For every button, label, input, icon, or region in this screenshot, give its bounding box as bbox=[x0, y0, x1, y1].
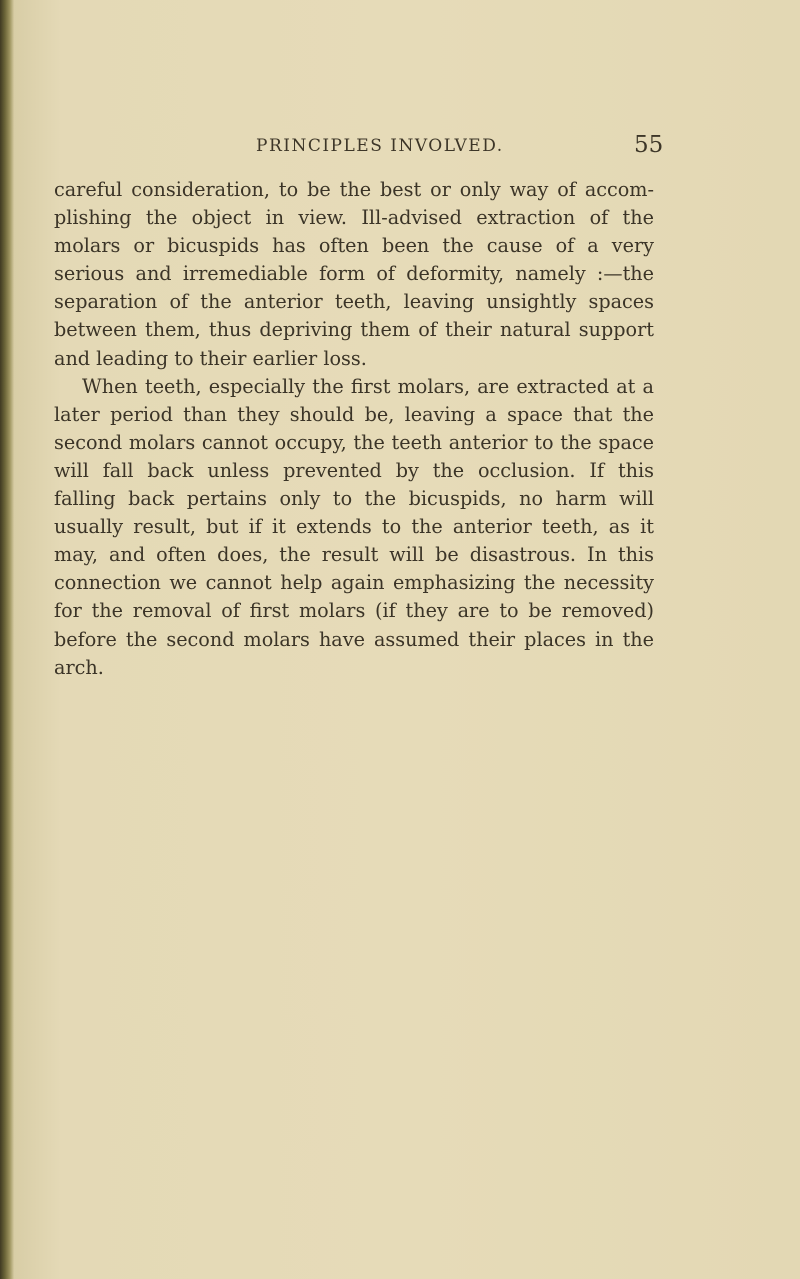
page-number: 55 bbox=[634, 132, 664, 158]
text-line: may, and often does, the result will be disastrous. In this bbox=[54, 543, 654, 567]
text-line: usually result, but if it extends to the anterior teeth, as it bbox=[54, 515, 654, 539]
text-line: between them, thus depriving them of their natural support bbox=[54, 318, 654, 342]
text-line: serious and irremediable form of deformity, namely :—the bbox=[54, 262, 654, 286]
book-binding-edge bbox=[0, 0, 14, 1279]
text-line: before the second molars have assumed their places in the bbox=[54, 627, 654, 651]
body-text bbox=[54, 176, 654, 682]
text-line: plishing the object in view. Ill-advised extraction of the bbox=[54, 206, 654, 230]
paragraph-2 bbox=[54, 373, 654, 682]
text-line: second molars cannot occupy, the teeth anterior to the space bbox=[54, 430, 654, 454]
text-line: connection we cannot help again emphasizing the necessity bbox=[54, 571, 654, 595]
running-title: PRINCIPLES INVOLVED. bbox=[256, 136, 504, 156]
text-line: for the removal of first molars (if they are to be removed) bbox=[54, 599, 654, 623]
running-head bbox=[14, 132, 800, 166]
text-line: will fall back unless prevented by the occlusion. If this bbox=[54, 458, 654, 482]
text-line: later period than they should be, leaving a space that the bbox=[54, 402, 654, 426]
text-line: arch. bbox=[54, 655, 104, 679]
paragraph-1 bbox=[54, 176, 654, 373]
book-page bbox=[14, 0, 800, 1279]
text-line: When teeth, especially the first molars, are extracted at a bbox=[82, 374, 654, 398]
text-line: and leading to their earlier loss. bbox=[54, 346, 367, 370]
text-line: falling back pertains only to the bicuspids, no harm will bbox=[54, 487, 654, 511]
text-line: careful consideration, to be the best or only way of accom- bbox=[54, 178, 654, 201]
text-line: separation of the anterior teeth, leaving unsightly spaces bbox=[54, 290, 654, 314]
text-line: molars or bicuspids has often been the cause of a very bbox=[54, 234, 654, 258]
